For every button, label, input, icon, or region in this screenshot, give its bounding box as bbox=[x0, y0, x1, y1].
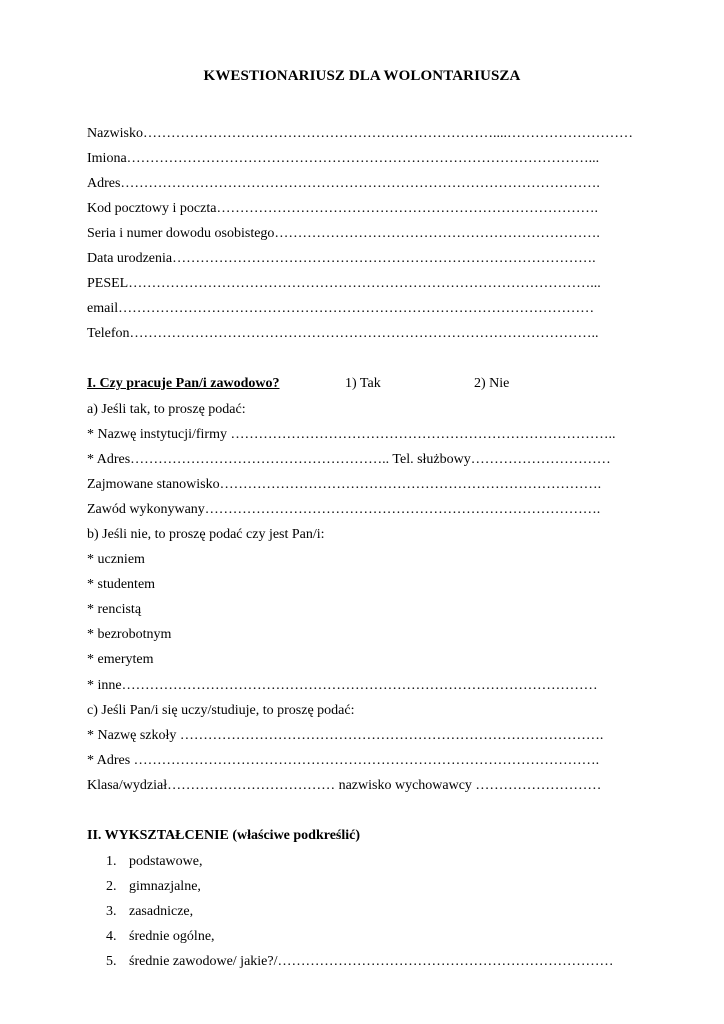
field-dowod: Seria i numer dowodu osobistego……………………………………………………………. bbox=[87, 226, 600, 241]
list-item-number: 3. bbox=[106, 904, 117, 919]
list-item-text: średnie ogólne, bbox=[129, 929, 215, 944]
section1-line: * bezrobotnym bbox=[87, 627, 172, 642]
field-kod-pocztowy: Kod pocztowy i poczta………………………………………………………………………. bbox=[87, 201, 598, 216]
field-data-urodzenia: Data urodzenia………………………………………………………………………………. bbox=[87, 251, 596, 266]
list-item-number: 5. bbox=[106, 954, 117, 969]
list-item-number: 4. bbox=[106, 929, 117, 944]
section1-line: * Adres ………………………………………………………………………………………. bbox=[87, 753, 600, 768]
section1-line: * Nazwę szkoły ………………………………………………………………………………. bbox=[87, 728, 604, 743]
field-nazwisko: Nazwisko…………………………………………………………………....……………………… bbox=[87, 126, 633, 141]
list-item-text: średnie zawodowe/ jakie?/……………………………………………………………… bbox=[129, 954, 614, 969]
section1-line: c) Jeśli Pan/i się uczy/studiuje, to proszę podać: bbox=[87, 703, 355, 718]
option-nie: 2) Nie bbox=[474, 376, 510, 391]
list-item-text: gimnazjalne, bbox=[129, 879, 201, 894]
list-item-number: 1. bbox=[106, 854, 117, 869]
section1-line: b) Jeśli nie, to proszę podać czy jest Pan/i: bbox=[87, 527, 325, 542]
field-telefon: Telefon……………………………………………………………………………………….. bbox=[87, 326, 599, 341]
section1-heading: I. Czy pracuje Pan/i zawodowo? bbox=[87, 376, 280, 391]
list-item-number: 2. bbox=[106, 879, 117, 894]
section1-line: Klasa/wydział……………………………… nazwisko wychowawcy ……………………… bbox=[87, 778, 602, 793]
field-imiona: Imiona………………………………………………………………………………………... bbox=[87, 151, 600, 166]
section1-line: * uczniem bbox=[87, 552, 145, 567]
section1-line: * rencistą bbox=[87, 602, 142, 617]
field-adres: Adres…………………………………………………………………………………………. bbox=[87, 176, 600, 191]
field-pesel: PESEL………………………………………………………………………………………... bbox=[87, 276, 601, 291]
list-item-text: podstawowe, bbox=[129, 854, 203, 869]
field-email: email………………………………………………………………………………………… bbox=[87, 301, 595, 316]
option-tak: 1) Tak bbox=[345, 376, 381, 391]
section1-line: * Nazwę instytucji/firmy ……………………………………………………………………….. bbox=[87, 427, 616, 442]
document-title: KWESTIONARIUSZ DLA WOLONTARIUSZA bbox=[203, 68, 521, 84]
section1-line: * inne………………………………………………………………………………………… bbox=[87, 678, 598, 693]
section1-line: * emerytem bbox=[87, 652, 154, 667]
section1-line: a) Jeśli tak, to proszę podać: bbox=[87, 402, 246, 417]
section1-line: * studentem bbox=[87, 577, 156, 592]
section1-line: * Adres……………………………………………….. Tel. służbowy………………………… bbox=[87, 452, 611, 467]
section1-line: Zajmowane stanowisko………………………………………………………………………. bbox=[87, 477, 602, 492]
section2-heading: II. WYKSZTAŁCENIE (właściwe podkreślić) bbox=[87, 828, 361, 843]
list-item-text: zasadnicze, bbox=[129, 904, 194, 919]
section1-line: Zawód wykonywany…………………………………………………………………………. bbox=[87, 502, 601, 517]
